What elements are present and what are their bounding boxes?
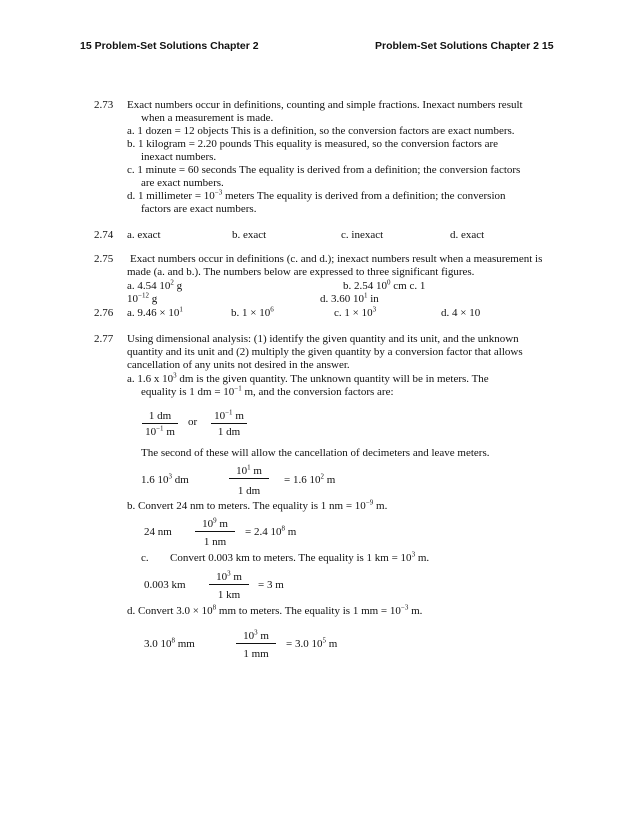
eq-d-given: 3.0 $10^8$ mm [144,636,195,650]
p273-item-d2: factors are exact numbers. [141,203,257,215]
p276-b: b. $1 \times 10^6$ [231,305,274,319]
p274-c: c. inexact [341,229,384,241]
eq-a-factor: $\frac{10^1 m}{1 dm}$ [229,465,269,497]
problem-number-2-75: 2.75 [94,253,114,265]
eq-c-result: = 3 m [258,579,284,591]
p277-c-label: c. [141,552,149,564]
p277-line3: cancellation of any units not desired in the answer. [127,359,350,371]
page-header-left: 15 Problem-Set Solutions Chapter 2 [80,40,259,52]
p273-item-c2: are exact numbers. [141,177,224,189]
p274-d: d. exact [450,229,485,241]
problem-number-2-73: 2.73 [94,99,114,111]
p274-a: a. exact [127,229,161,241]
p274-b: b. exact [232,229,267,241]
p276-a: a. $9.46 \times 10^1$ [127,305,183,319]
p277-line1: Using dimensional analysis: (1) identify the given quantity and its unit, and the unknown [127,333,519,345]
eq-d-factor: $\frac{10^3 m}{1 mm}$ [236,630,276,660]
p276-d: d. 4 × 10 [441,307,481,319]
eq-b-result: = 2.4 $10^8$ m [245,524,297,538]
p276-c: c. $1 \times 10^3$ [334,305,377,319]
p275-b: b. 2.54 $10^0$ cm c. 1 [343,278,426,292]
eq-b-factor: $\frac{10^9 m}{1 nm}$ [195,518,235,548]
conversion-factor-dm-over-m: $\frac{1 dm}{10^{-1} m}$ [142,410,178,438]
p277-b-line: b. Convert 24 nm to meters. The equality is 1 nm = $10^{-9}$ m. [127,498,388,512]
or-label: or [188,416,198,428]
page-header-right: Problem-Set Solutions Chapter 2 15 [375,40,554,52]
p277-d-line: d. Convert $3.0 \times 10^8$ mm to meters. The equality is 1 mm = $10^{-3}$ m. [127,603,423,617]
problem-number-2-74: 2.74 [94,229,114,241]
eq-d-result: = 3.0 $10^5$ m [286,636,338,650]
p273-item-b2: inexact numbers. [141,151,217,163]
p275-a: a. 4.54 $10^2$ g [127,278,183,292]
problem-number-2-76: 2.76 [94,307,114,319]
p273-item-d1: d. 1 millimeter = $10^{-3}$ meters The equality is derived from a definition; the conversion [127,188,506,202]
p273-line1: Exact numbers occur in definitions, counting and simple fractions. Inexact numbers result [127,99,523,111]
p275-d: d. 3.60 $10^1$ in [320,291,379,305]
p275-c: $10^{-12}$ g [127,291,158,305]
eq-c-given: 0.003 km [144,579,186,591]
eq-c-factor: $\frac{10^3 m}{1 km}$ [209,571,249,601]
p277-a-line3: The second of these will allow the cancellation of decimeters and leave meters. [141,447,490,459]
p275-line2: made (a. and b.). The numbers below are expressed to three significant figures. [127,266,475,278]
conversion-factor-m-over-dm: $\frac{10^{-1} m}{1 dm}$ [211,410,247,438]
eq-b-given: 24 nm [144,526,172,538]
p277-line2: quantity and its unit and (2) multiply the given quantity by a conversion factor that allows [127,346,523,358]
p277-a-line2: equality is 1 dm = $10^{-1}$ m, and the conversion factors are: [141,384,394,398]
problem-number-2-77: 2.77 [94,333,114,345]
p275-line1: Exact numbers occur in definitions (c. and d.); inexact numbers result when a measurement is [130,253,543,265]
eq-a-result: = 1.6 $10^2$ m [284,472,336,486]
p273-item-b1: b. 1 kilogram = 2.20 pounds This equality is measured, so the conversion factors are [127,138,499,150]
p273-item-c1: c. 1 minute = 60 seconds The equality is derived from a definition; the conversion factors [127,164,521,176]
p277-a-line1: a. 1.6 x $10^3$ dm is the given quantity. The unknown quantity will be in meters. The [127,371,489,385]
eq-a-given: 1.6 $10^3$ dm [141,472,189,486]
p273-line2: when a measurement is made. [141,112,274,124]
p277-c-line: Convert 0.003 km to meters. The equality is 1 km = $10^3$ m. [170,550,430,564]
p273-item-a: a. 1 dozen = 12 objects This is a definition, so the conversion factors are exact numbers. [127,125,515,137]
